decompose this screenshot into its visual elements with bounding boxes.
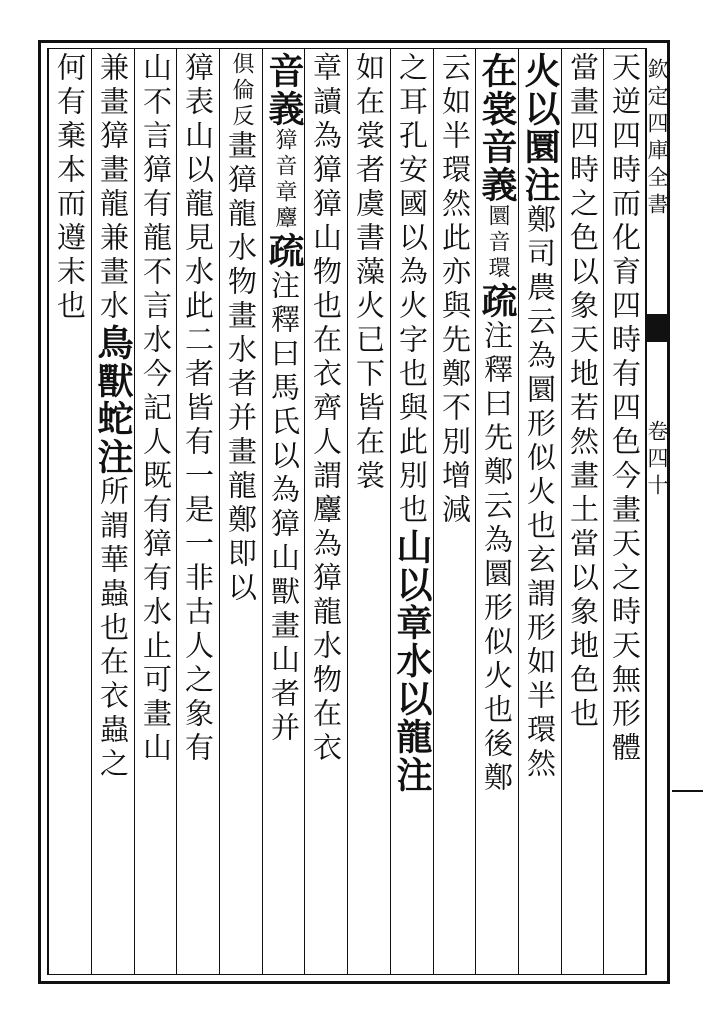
text-column xyxy=(604,52,646,766)
text-segment: 火以圜 xyxy=(519,52,561,166)
text-segment: 在裳 xyxy=(476,52,518,128)
text-column xyxy=(305,52,347,766)
text-segment: 疏 xyxy=(476,282,518,320)
text-segment: 所謂華蟲也在衣蟲之 xyxy=(96,476,130,782)
text-column xyxy=(348,52,390,494)
text-segment: 圜音 xyxy=(485,204,510,256)
text-segment: 注 xyxy=(92,438,134,476)
text-column xyxy=(434,52,476,528)
text-segment: 天逆四時而化育四時有四色今畫天之時天無形體 xyxy=(608,52,642,766)
margin-volume-label: 卷四十 xyxy=(645,420,669,501)
text-segment: 何有棄本而遵末也 xyxy=(53,52,87,324)
text-column xyxy=(263,52,305,746)
text-segment: 山以章水以龍 xyxy=(391,528,433,756)
text-segment: 音義 xyxy=(263,52,305,128)
text-column xyxy=(49,52,91,324)
text-column xyxy=(519,52,561,782)
text-segment: 俱倫反 xyxy=(229,52,254,130)
text-segment: 獐音章麞 xyxy=(272,128,297,232)
text-segment: 如在裳者虞書藻火已下皆在裳 xyxy=(352,52,386,494)
text-column xyxy=(135,52,177,766)
text-segment: 鄭司農云為圜形似火也玄謂形如半環然 xyxy=(523,204,557,782)
text-column xyxy=(177,52,219,766)
text-column xyxy=(220,52,262,606)
text-segment: 注 xyxy=(519,166,561,204)
text-segment: 畫獐龍水物畫水者并畫龍鄭即以 xyxy=(224,130,258,606)
text-segment: 鳥獸蛇 xyxy=(92,324,134,438)
text-segment: 注釋曰馬氏以為獐山獸畫山者并 xyxy=(267,270,301,746)
text-segment: 云如半環然此亦與先鄭不別增減 xyxy=(438,52,472,528)
text-segment: 獐表山以龍見水此二者皆有一是一非古人之象有 xyxy=(181,52,215,766)
text-column xyxy=(92,52,134,782)
text-segment: 山不言獐有龍不言水今記人既有獐有水止可畫山 xyxy=(139,52,173,766)
edge-mark xyxy=(672,790,703,792)
text-segment: 環 xyxy=(485,256,510,282)
text-column xyxy=(476,52,518,796)
text-segment: 章讀為獐獐山物也在衣齊人謂麞為獐龍水物在衣 xyxy=(309,52,343,766)
text-segment: 注釋曰先鄭云為圜形似火也後鄭 xyxy=(480,320,514,796)
fishtail-mark xyxy=(646,314,668,342)
text-column xyxy=(391,52,433,794)
text-segment: 之耳孔安國以為火字也與此別也 xyxy=(395,52,429,528)
text-segment: 當畫四時之色以象天地若然畫土當以象地色也 xyxy=(566,52,600,732)
text-segment: 音義 xyxy=(476,128,518,204)
text-column xyxy=(562,52,604,732)
margin-book-title: 欽定四庫全書 xyxy=(645,58,669,220)
text-segment: 疏 xyxy=(263,232,305,270)
text-segment: 兼畫獐畫龍兼畫水 xyxy=(96,52,130,324)
text-segment: 注 xyxy=(391,756,433,794)
